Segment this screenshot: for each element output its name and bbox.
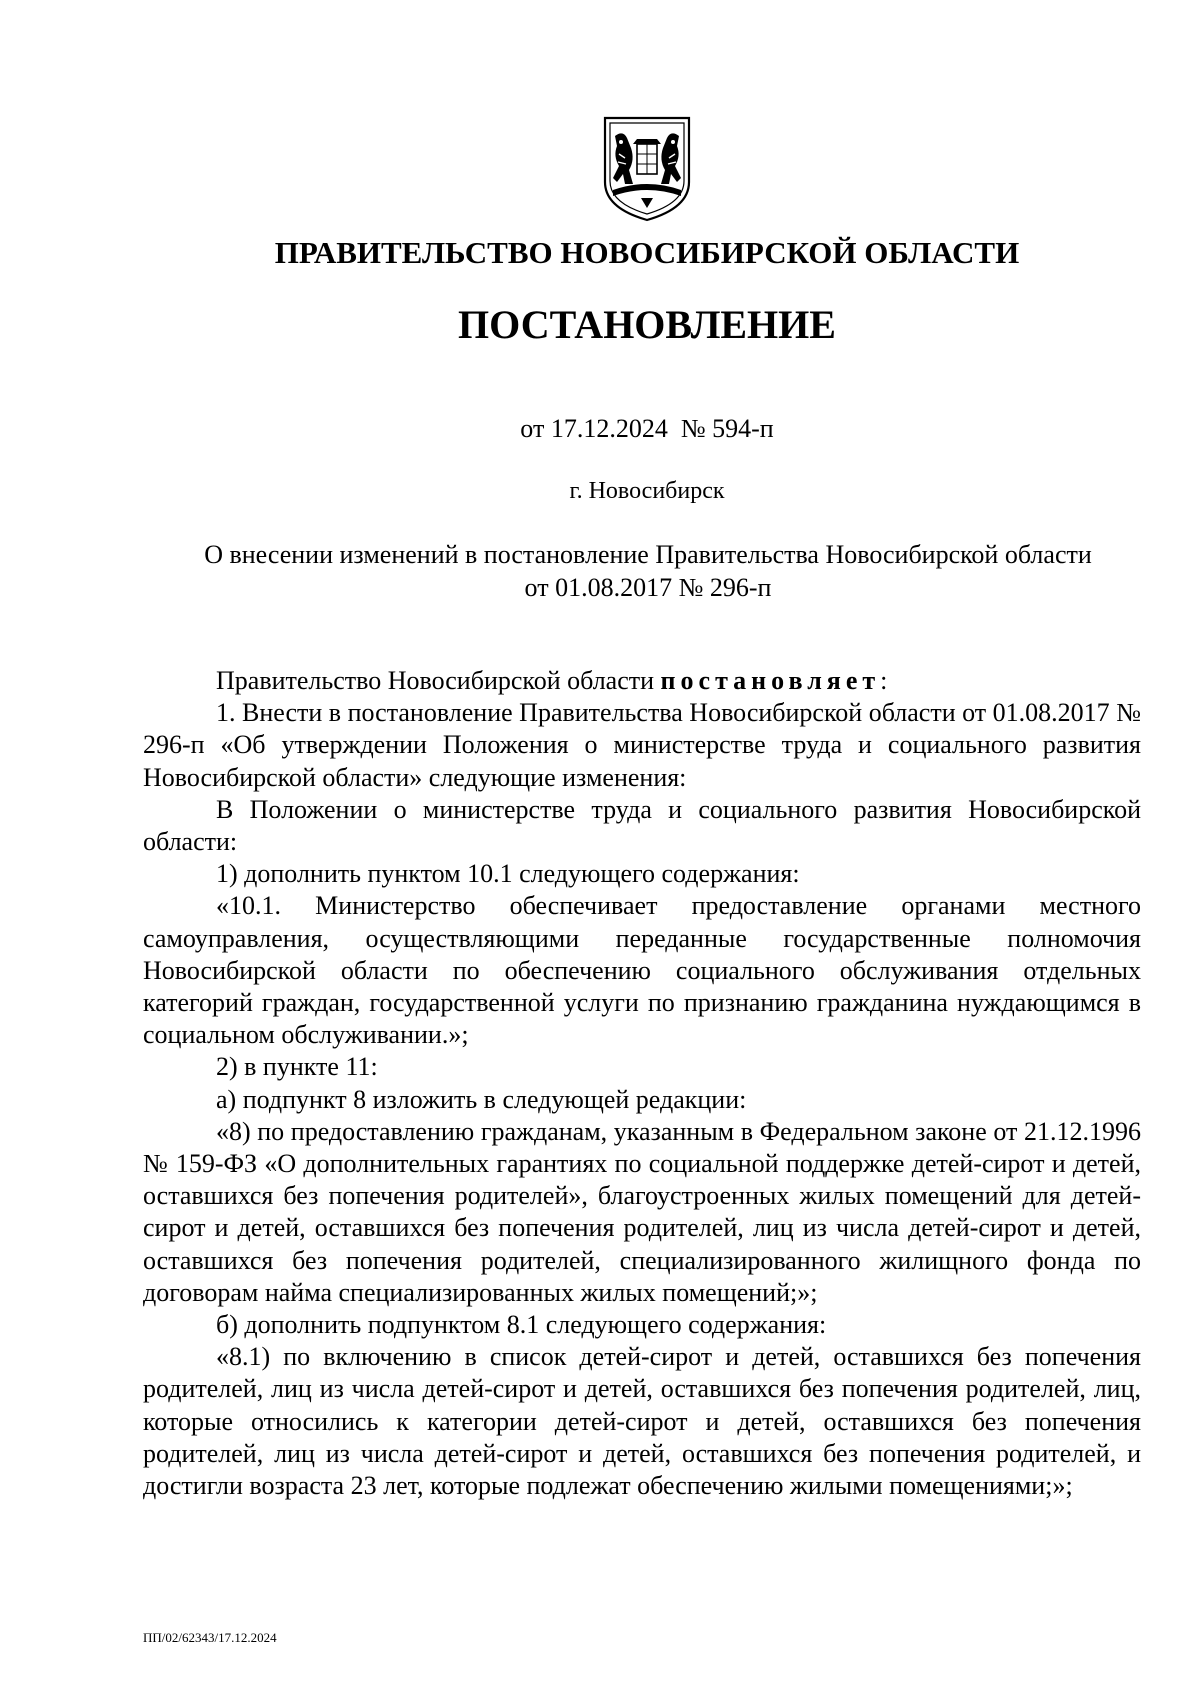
intro-paragraph [143,665,1141,697]
coat-of-arms-icon [601,112,693,224]
document-body [143,665,1141,1502]
body-paragraph: а) подпункт 8 изложить в следующей редакции: [216,1084,747,1114]
subject-line-2: от 01.08.2017 № 296-п [524,573,772,602]
body-paragraph: 1) дополнить пунктом 10.1 следующего содержания: [216,859,800,889]
organization-title: ПРАВИТЕЛЬСТВО НОВОСИБИРСКОЙ ОБЛАСТИ [274,235,1020,270]
document-date: 17.12.2024 [550,414,668,443]
body-paragraph: В Положении о министерстве труда и социального развития Новосибирской области: [143,794,1141,857]
body-paragraph: 2) в пункте 11: [216,1052,378,1082]
footer-code: ПП/02/62343/17.12.2024 [143,1630,277,1645]
date-number-line [0,412,1200,446]
body-paragraph: 1. Внести в постановление Правительства Новосибирской области от 01.08.2017 № 296-п «Об утверждении Положения о министерстве труда и социального развития Новосибирской области» следующие изменения: [143,698,1141,792]
number-separator: № [667,414,713,443]
document-type: ПОСТАНОВЛЕНИЕ [458,302,836,347]
body-paragraph: «8.1) по включению в список детей-сирот и детей, оставшихся без попечения родителей, лиц из числа детей-сирот и детей, оставшихся без попечения родителей, лиц, которые относились к категории детей-сирот и детей, оставшихся без попечения родителей, лиц из числа детей-сирот и детей, оставшихся без попечения родителей, и достигли возраста 23 лет, которые подлежат обеспечению жилыми помещениями;»; [143,1342,1141,1501]
document-number: 594-п [712,414,774,443]
document-subject [150,538,1146,604]
body-paragraph: б) дополнить подпунктом 8.1 следующего содержания: [216,1310,827,1340]
body-paragraph: «10.1. Министерство обеспечивает предоставление органами местного самоуправления, осуществляющими переданные государственные полномочия Новосибирской области по обеспечению социального обслуживания отдельных категорий граждан, государственной услуги по признанию гражданина нуждающимся в социальном обслуживании.»; [143,891,1141,1050]
intro-tail: : [880,666,888,695]
intro-lead: Правительство Новосибирской области [216,666,661,695]
date-prefix: от [520,414,551,443]
subject-line-1: О внесении изменений в постановление Правительства Новосибирской области [204,540,1092,569]
city: г. Новосибирск [569,478,725,504]
body-paragraph: «8) по предоставлению гражданам, указанным в Федеральном законе от 21.12.1996 № 159-ФЗ «О дополнительных гарантиях по социальной поддержке детей-сирот и детей, оставшихся без попечения родителей», благоустроенных жилых помещений для детей-сирот и детей, оставшихся без попечения родителей, лиц из числа детей-сирот и детей, оставшихся без попечения родителей, специализированного жилищного фонда по договорам найма специализированных жилых помещений;»; [143,1116,1141,1307]
decree-word: постановляет [660,666,881,695]
